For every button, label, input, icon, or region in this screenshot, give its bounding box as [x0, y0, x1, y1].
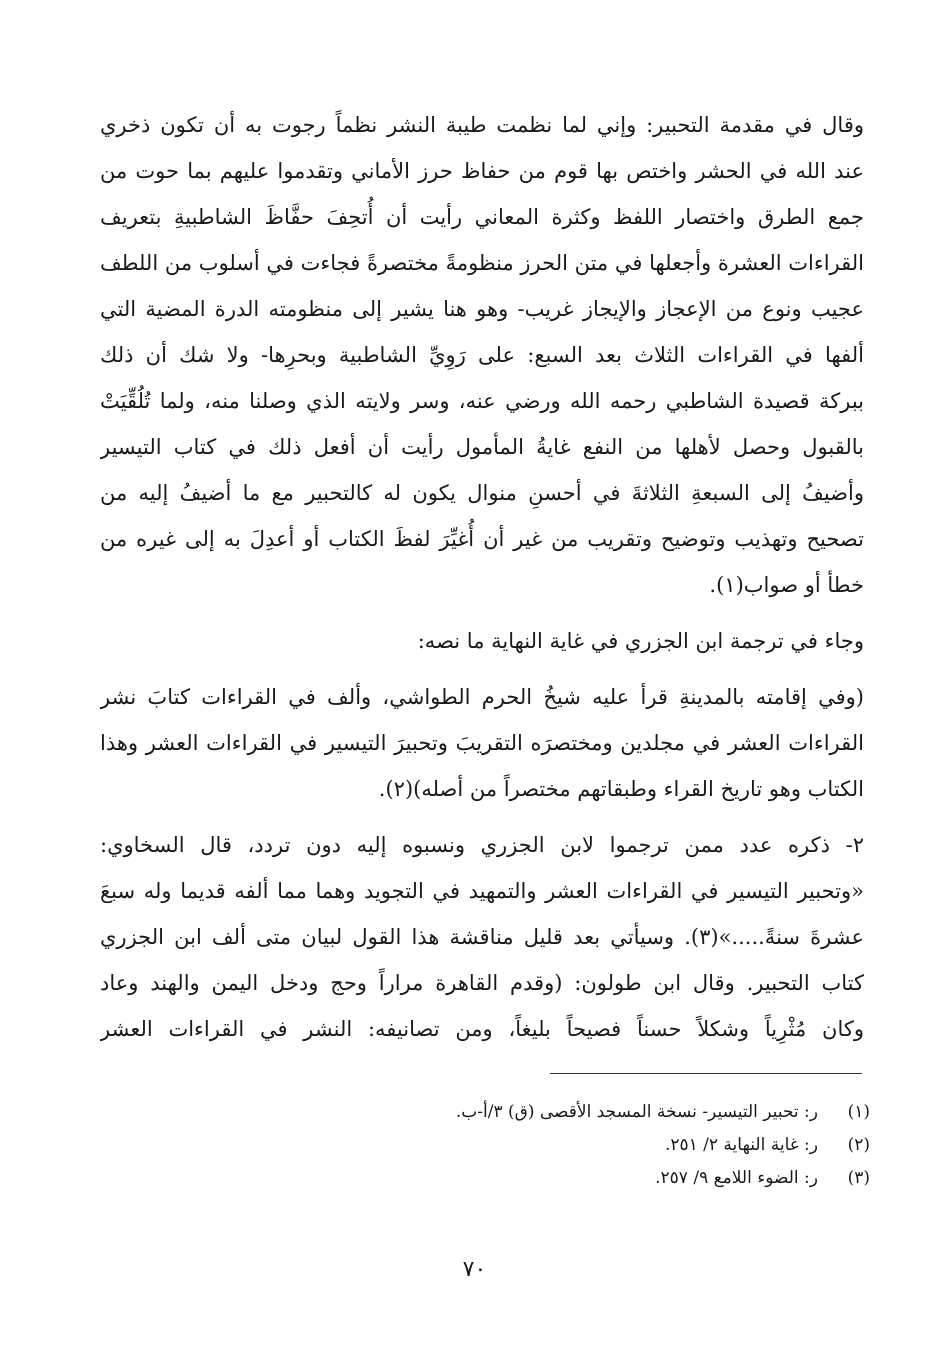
paragraph-tahbir-intro: [100, 102, 864, 608]
footnote-marker: (٢): [847, 1135, 870, 1155]
text-line: وجاء في ترجمة ابن الجزري في غاية النهاية ما نصه:: [417, 629, 864, 653]
text-line: وكان مُثْرِياً وشكلاً حسناً فصيحاً بليغاً، ومن تصانيفه: النشر في القراءات العشر: [100, 1017, 864, 1041]
footnote-item: [100, 1096, 870, 1129]
text-line: ببركة قصيدة الشاطبي رحمه الله ورضي عنه، وسر ولايته الذي وصلنا منه، ولما تُلُقِّيَتْ: [100, 389, 864, 413]
text-line: كتاب التحبير. وقال ابن طولون: (وقدم القاهرة مراراً وحج ودخل اليمن والهند وعاد: [100, 971, 864, 995]
text-line: القراءات العشرة وأجعلها في متن الحرز منظومةً مختصرةً فجاءت في أسلوب من اللطف: [100, 251, 864, 275]
page-number: ٧٠: [462, 1257, 487, 1282]
text-line: القراءات العشر في مجلدين ومختصرَه التقريبَ وتحبيرَ التيسير في القراءات العشر وهذا: [100, 731, 864, 755]
text-line: ألفها في القراءات الثلاث بعد السبع: على رَوِيِّ الشاطبية وبحرِها- ولا شك أن ذلك: [100, 343, 864, 367]
text-line: «وتحبير التيسير في القراءات العشر والتمهيد في التجويد وهما مما ألفه قديما وله سبعَ: [100, 879, 864, 903]
footnote-text: ر: تحبير التيسير- نسخة المسجد الأقصى (ق) ٣/أ-ب.: [455, 1102, 818, 1122]
footnote-item: [100, 1162, 870, 1195]
footnote-divider: [550, 1073, 862, 1074]
footnote-text: ر: الضوء اللامع ٩/ ٢٥٧.: [655, 1168, 818, 1188]
text-line: عشرةَ سنةً.....»(٣). وسيأتي بعد قليل مناقشة هذا القول لبيان متى ألف ابن الجزري: [100, 925, 864, 949]
paragraph-ghayat-quote: [100, 674, 864, 812]
footnote-marker: (٣): [847, 1168, 870, 1188]
text-line: وأضيفُ إلى السبعةِ الثلاثةَ في أحسنِ منوال يكون له كالتحبير مع ما أضيفُ إليه من: [100, 481, 864, 505]
text-line: عند الله في الحشر واختص بها قوم من حفاظ حرز الأماني وتقدموا عليهم بما حوت من: [100, 159, 864, 183]
text-line: خطأ أو صواب(١).: [709, 573, 864, 597]
text-line: الكتاب وهو تاريخ القراء وطبقاتهم مختصراً من أصله)(٢).: [378, 777, 864, 801]
footnote-marker: (١): [847, 1102, 870, 1122]
text-line: عجيب ونوع من الإعجاز والإيجاز غريب- وهو هنا يشير إلى منظومته الدرة المضية التي: [100, 297, 864, 321]
text-line: ٢- ذكره عدد ممن ترجموا لابن الجزري ونسبوه إليه دون تردد، قال السخاوي:: [100, 833, 864, 857]
paragraph-ghayat-intro: [100, 618, 864, 664]
footnote-item: [100, 1129, 870, 1162]
text-line: بالقبول وحصل لأهلها من النفع غايةُ المأمول رأيت أن أفعل ذلك في كتاب التيسير: [100, 435, 864, 459]
footnote-text: ر: غاية النهاية ٢/ ٢٥١.: [664, 1135, 818, 1155]
footnotes: [100, 1096, 870, 1195]
text-line: (وفي إقامته بالمدينةِ قرأ عليه شيخُ الحرم الطواشي، وألف في القراءات كتابَ نشر: [100, 685, 864, 709]
main-text: [100, 102, 864, 1052]
text-line: جمع الطرق واختصار اللفظ وكثرة المعاني رأيت أن أُتحِفَ حفَّاظَ الشاطبيةِ بتعريف: [100, 205, 864, 229]
text-line: وقال في مقدمة التحبير: وإني لما نظمت طيبة النشر نظماً رجوت به أن تكون ذخري: [100, 113, 864, 137]
paragraph-point-two: [100, 822, 864, 1052]
text-line: تصحيح وتهذيب وتوضيح وتقريب من غير أن أُغيِّرَ لفظَ الكتاب أو أعدِلَ به إلى غيره من: [100, 527, 864, 551]
